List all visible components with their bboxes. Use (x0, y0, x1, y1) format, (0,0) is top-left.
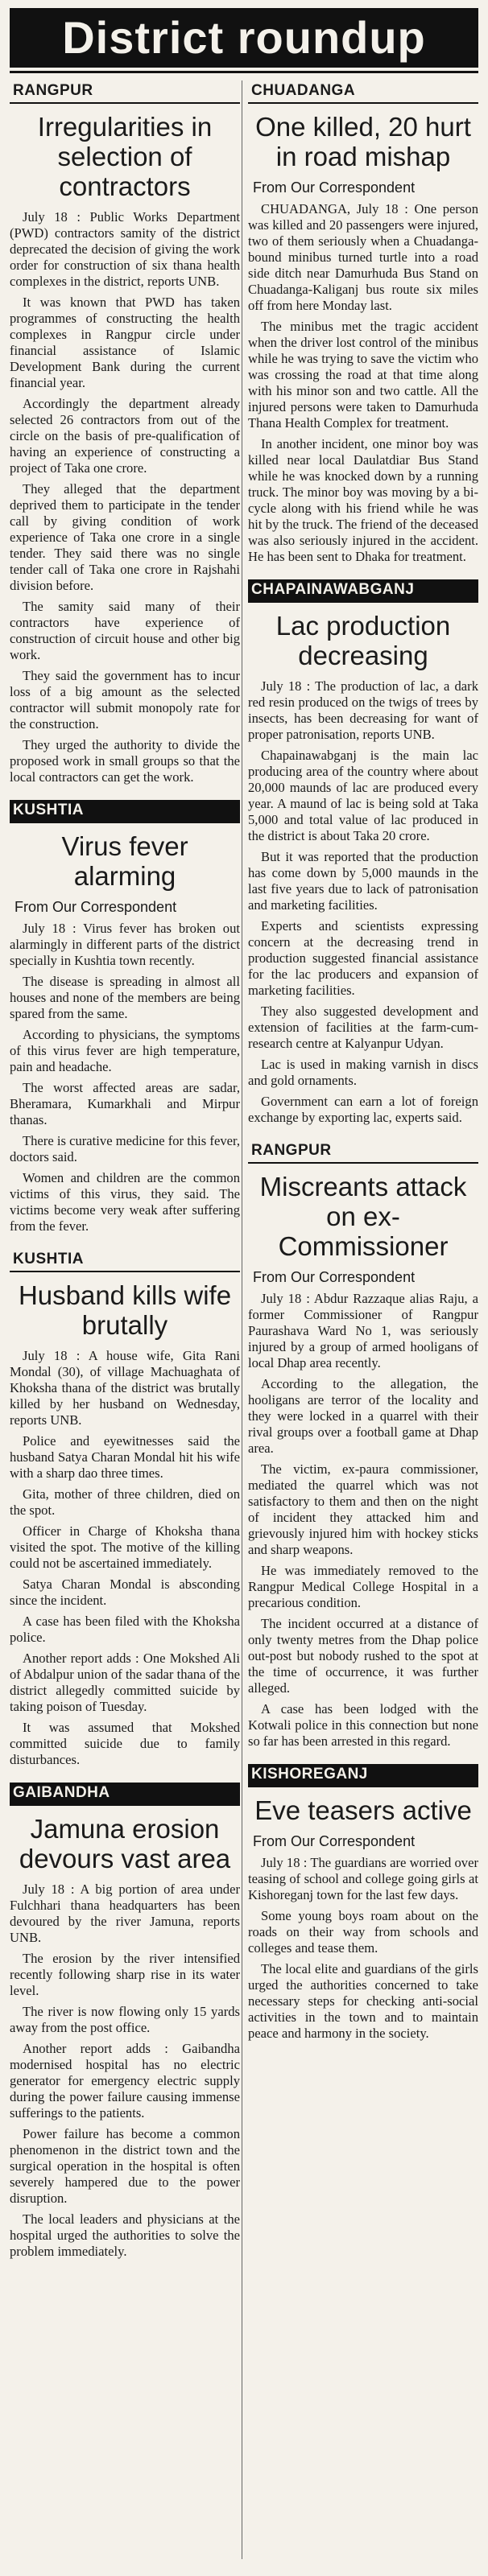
story-headline: Lac production decreasing (275, 611, 451, 670)
story-paragraph: July 18 : A big portion of area under Fulchhari thana headquarters has been devoured by the river Jamuna, reports UNB. (10, 1882, 240, 1945)
story-paragraph: The disease is spreading in almost all houses and none of the members are being spared from the same. (10, 974, 240, 1021)
story-paragraph: Power failure has become a common phenomenon in the district town and the surgical operation in the hospital is often severely hampered due to the power disruption. (10, 2126, 240, 2206)
story-paragraph: July 18 : The guardians are worried over teasing of school and college going girls at Kishoreganj town for the last few days. (248, 1855, 478, 1902)
story-paragraph: In another incident, one minor boy was killed near local Daulatdiar Bus Stand while he was knocked down by a running truck. The minor boy was moving by a bi-cycle along with his friend while he was hit by the truck. The friend of the deceased was also seriously injured in the accident. He has been sent to Dhaka for treatment. (248, 436, 478, 564)
story-paragraph: The local leaders and physicians at the hospital urged the authorities to solve the problem immediately. (10, 2211, 240, 2259)
story-paragraph: It was known that PWD has taken programmes of constructing the health complexes in Rangpur circle under financial assistance of Islamic Development Bank during the current financial year. (10, 295, 240, 390)
story-paragraph: It was assumed that Mokshed committed suicide due to family disturbances. (10, 1720, 240, 1767)
story-place: KUSHTIA (10, 1249, 240, 1272)
story-body (248, 678, 478, 1126)
story-paragraph: Chapainawabganj is the main lac producing area of the country where about 20,000 maunds of lac are produced every year. A maund of lac is being sold at Taka 5,000 and total value of lac produced in the district is about Taka 20 crore. (248, 748, 478, 843)
masthead-rule (10, 71, 478, 73)
story-body (10, 209, 240, 785)
story-headline: Miscreants attack on ex-Commissioner (259, 1172, 467, 1261)
news-story (10, 80, 240, 785)
news-story (248, 1140, 478, 1750)
story-body (10, 1348, 240, 1768)
story-paragraph: July 18 : Abdur Razzaque alias Raju, a former Commissioner of Rangpur Paurashava Ward No 1, was seriously injured by a group of armed hooligans of local Dhap area recently. (248, 1291, 478, 1370)
story-paragraph: CHUADANGA, July 18 : One person was killed and 20 passengers were injured, two of them seriously when a Chuadanga-bound minibus turned turtle into a road side ditch near Damurhuda Bus Stand on Chuadanga-Kaliganj bus route six miles off from here Monday last. (248, 201, 478, 313)
story-place: RANGPUR (248, 1140, 478, 1164)
story-paragraph: July 18 : The production of lac, a dark red resin produced on the twigs of trees by insects, has been decreasing for want of proper patronisation, reports UNB. (248, 678, 478, 742)
story-paragraph: The minibus met the tragic accident when the driver lost control of the minibus while he was trying to save the victim who was crossing the road at that time along with his minor son and two cattle. All the injured persons were taken to Damurhuda Thana Health Complex for treatment. (248, 319, 478, 431)
story-paragraph: The incident occurred at a distance of only twenty metres from the Dhap police out-post but nobody rushed to the spot at the time of occurrence, it was further alleged. (248, 1616, 478, 1696)
story-body (248, 1291, 478, 1750)
section-masthead: District roundup (10, 8, 478, 68)
story-paragraph: The local elite and guardians of the girls urged the authorities concerned to take necessary steps for checking anti-social activities in the town and to maintain peace and harmony in the society. (248, 1961, 478, 2041)
story-paragraph: A case has been lodged with the Kotwali police in this connection but none so far has been arrested in this regard. (248, 1701, 478, 1749)
story-place: CHUADANGA (248, 80, 478, 104)
story-headline: Irregularities in selection of contractors (37, 112, 213, 201)
story-headline: Eve teasers active (254, 1795, 472, 1825)
story-byline: From Our Correspondent (253, 1833, 416, 1849)
story-body (10, 1882, 240, 2260)
story-place: KISHOREGANJ (248, 1764, 478, 1787)
story-paragraph: There is curative medicine for this fever, doctors said. (10, 1133, 240, 1164)
story-paragraph: Lac is used in making varnish in discs and gold ornaments. (248, 1057, 478, 1088)
story-paragraph: Gita, mother of three children, died on the spot. (10, 1486, 240, 1518)
story-paragraph: The victim, ex-paura commissioner, mediated the quarrel which was not satisfactory to them and then on the night of incident they attacked him and grievously injured him with hockey sticks and sharp weapons. (248, 1461, 478, 1557)
story-paragraph: Another report adds : One Mokshed Ali of Abdalpur union of the sadar thana of the district allegedly committed suicide by taking poison of Tuesday. (10, 1651, 240, 1714)
story-place: CHAPAINAWABGANJ (248, 579, 478, 603)
story-body (248, 201, 478, 565)
story-paragraph: July 18 : Virus fever has broken out alarmingly in different parts of the district specially in Kushtia town recently. (10, 921, 240, 968)
story-paragraph: The river is now flowing only 15 yards away from the post office. (10, 2004, 240, 2035)
story-paragraph: The erosion by the river intensified recently following sharp rise in its water level. (10, 1951, 240, 1998)
story-place: RANGPUR (10, 80, 240, 104)
story-paragraph: He was immediately removed to the Rangpur Medical College Hospital in a precarious condition. (248, 1563, 478, 1610)
story-body (248, 1855, 478, 2042)
news-story (10, 1783, 240, 2260)
story-paragraph: But it was reported that the production has come down by 5,000 maunds in the last five years due to lack of patronisation and marketing facilities. (248, 849, 478, 913)
story-headline: Husband kills wife brutally (18, 1280, 232, 1340)
news-story (10, 800, 240, 1234)
left-column (10, 80, 240, 2274)
story-paragraph: Satya Charan Mondal is absconding since the incident. (10, 1577, 240, 1608)
story-paragraph: Some young boys roam about on the roads on their way from schools and colleges and tease them. (248, 1908, 478, 1956)
story-paragraph: They urged the authority to divide the proposed work in small groups so that the local contractors can get the work. (10, 737, 240, 785)
story-byline: From Our Correspondent (253, 179, 416, 196)
story-paragraph: Officer in Charge of Khoksha thana visited the spot. The motive of the killing could not be ascertained immediately. (10, 1523, 240, 1571)
news-story (248, 80, 478, 565)
story-byline: From Our Correspondent (253, 1269, 416, 1285)
story-paragraph: The worst affected areas are sadar, Bheramara, Kumarkhali and Mirpur thanas. (10, 1080, 240, 1127)
story-body (10, 921, 240, 1234)
story-paragraph: They also suggested development and extension of facilities at the farm-cum-research centre at Kalyanpur Udyan. (248, 1004, 478, 1051)
news-story (248, 579, 478, 1126)
story-paragraph: According to physicians, the symptoms of this virus fever are high temperature, pain and headache. (10, 1027, 240, 1074)
story-paragraph: The samity said many of their contractors have experience of construction of circuit house and other big work. (10, 599, 240, 662)
story-place: KUSHTIA (10, 800, 240, 823)
story-paragraph: A case has been filed with the Khoksha police. (10, 1614, 240, 1645)
right-column (248, 80, 478, 2056)
news-story (10, 1249, 240, 1768)
story-paragraph: Women and children are the common victims of this virus, they said. The victims become very weak after suffering from the fever. (10, 1170, 240, 1234)
story-headline: One killed, 20 hurt in road mishap (255, 112, 471, 171)
story-paragraph: They alleged that the department deprived them to participate in the tender call by giving condition of work experience of Taka one crore in a single tender. They said there was no single tender call of Taka one crore in Rajshahi division before. (10, 481, 240, 593)
story-paragraph: Experts and scientists expressing concern at the decreasing trend in production suggested financial assistance for the lac producers and expansion of marketing facilities. (248, 918, 478, 998)
story-paragraph: Government can earn a lot of foreign exchange by exporting lac, experts said. (248, 1094, 478, 1125)
story-paragraph: Police and eyewitnesses said the husband Satya Charan Mondal hit his wife with a sharp dao three times. (10, 1433, 240, 1481)
story-paragraph: According to the allegation, the hooligans are terror of the locality and they were locked in a quarrel with their rival groups over a football game at Dhap area. (248, 1376, 478, 1456)
story-byline: From Our Correspondent (14, 899, 177, 915)
story-paragraph: Accordingly the department already selected 26 contractors from out of the circle on the basis of pre-qualification of having an experience of constructing a project of Taka one crore. (10, 396, 240, 476)
story-place: GAIBANDHA (10, 1783, 240, 1806)
story-headline: Virus fever alarming (61, 831, 188, 891)
news-story (248, 1764, 478, 2042)
story-paragraph: They said the government has to incur loss of a big amount as the selected contractor will submit monopoly rate for the construction. (10, 668, 240, 732)
story-paragraph: July 18 : A house wife, Gita Rani Mondal (30), of village Machuaghata of Khoksha thana of the district was brutally killed by her husband on Wednesday, reports UNB. (10, 1348, 240, 1428)
story-paragraph: Another report adds : Gaibandha modernised hospital has no electric generator for emergency electric supply during the power failure causing immense sufferings to the patients. (10, 2041, 240, 2121)
story-paragraph: July 18 : Public Works Department (PWD) contractors samity of the district deprecated the decision of giving the work order for construction of six thana health complexes in the district, reports UNB. (10, 209, 240, 289)
story-headline: Jamuna erosion devours vast area (19, 1814, 231, 1873)
